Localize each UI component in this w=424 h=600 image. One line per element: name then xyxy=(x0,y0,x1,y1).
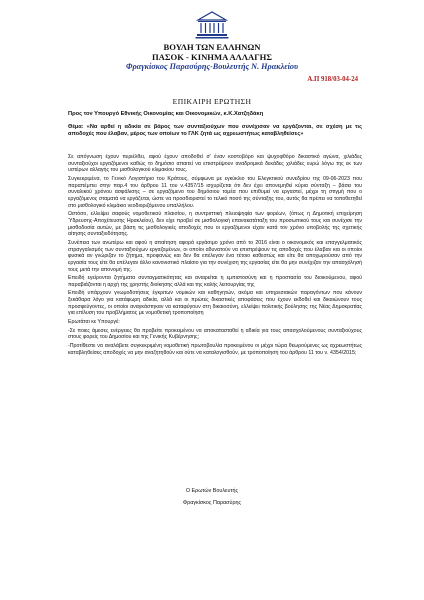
signature-role: Ο Ερωτών Βουλευτής xyxy=(185,488,239,494)
party-name: ΠΑΣΟΚ - ΚΙΝΗΜΑ ΑΛΛΑΓΗΣ xyxy=(152,52,272,62)
question-item: -Σε ποιες άμεσες ενέργειες θα προβείτε προκειμένου να αποκατασταθεί η αδικία για τους απασχολούμενους συνταξιούχους στους φορείς του Δημοσίου και της Γενικής Κυβέρνησης; xyxy=(68,327,362,341)
subject-line: Θέμα: «Να αρθεί η αδικία σε βάρος των συνταξιούχων που συνέχισαν να εργάζονται, σε σχέση με τις αποδοχές που έλαβαν, μέρος των οποίων το ΓΛΚ ζητά ως αχρεωστήτως καταβληθείσες» xyxy=(68,124,362,138)
body-paragraph: Συνέπεια των ανωτέρω και αφού η απαίτηση αφορά εργάσιμο χρόνο από το 2016 είναι ο οικονομικός και επαγγελματικός στραγγαλισμός των συνταξιούχων εργαζομένων, οι οποίοι αδυνατούν να επιστρέψουν τις αποδοχές που έλαβαν και οι οποίοι φυσικά αν γνώριζαν το ζήτημα, προφανώς και δεν θα επέλεγαν ένα τέτοιο καθεστώς και είτε θα αποχωρούσαν από την εργασία τους είτε θα επέλεγαν άλλο κανονιστικό πλαίσιο για την συνέχιση της εργασίας είτε θα μην συνέχιζαν την απασχόλησή τους μετά την απονομή της. xyxy=(68,239,362,273)
parliament-name: ΒΟΥΛΗ ΤΩΝ ΕΛΛΗΝΩΝ xyxy=(163,42,261,52)
document-body xyxy=(68,154,362,358)
protocol-reference: Α.Π 918/03-04-24 xyxy=(307,76,358,83)
body-paragraph: Επειδή εγείρονται ζητήματα συνταγματικότητας και αναιρείται η εμπιστοσύνη και η προστασία του διοικούμενου, αφού παραβιάζονται η αρχή της χρηστής διοίκησης αλλά και της καλής λειτουργίας της xyxy=(68,275,362,288)
question-item: -Προτίθεστε να αναλάβετε συγκεκριμένη νομοθετική πρωτοβουλία προκειμένου οι μέχρι τώρα θεωρούμενες ως αχρεωστήτως καταβληθείσες αποδοχές να μην αναζητηθούν και ούτε να καταλογισθούν, με τροποποίηση του άρθρου 11 του ν. 4354/2015; xyxy=(68,343,362,356)
body-paragraph: Σε απόγνωση έχουν περιέλθει, αφού έχουν αποδοθεί σ' έναν κοστοβόρο και ψυχοφθόρο δικαστικό αγώνα, χιλιάδες συνταξιούχοι εργαζόμενοι καθώς το δημόσιο απαιτεί να επιστρέψουν αναδρομικά δεκάδες χιλιάδες ευρώ λόγω της εκ των υστέρων αλλαγής του μισθολογικού κλιμακίου τους. xyxy=(68,154,362,174)
body-paragraph: Επειδή υπάρχουν γνωμοδοτήσεις έγκριτων νομικών και καθηγητών, ακόμα και υπηρεσιακών παραγόντων που κάνουν ξεκάθαρα λόγο για κατάφωρη αδικία, αλλά και οι πρώτες δικαστικές αποφάσεις που έχουν εκδοθεί και δικαιώνουν τους προσφεύγοντες, οι οποίοι αναγκάστηκαν να καταφύγουν στη δικαιοσύνη, ελλείψει πολιτικής βούλησης της Νέας Δημοκρατίας για επίλυση του προβλήματος με νομοθετική τροποποίηση xyxy=(68,290,362,317)
mp-name: Φραγκίσκος Παρασύρης-Βουλευτής Ν. Ηρακλείου xyxy=(126,62,298,71)
addressee: Προς τον Υπουργό Εθνικής Οικονομίας και Οικονομικών, κ.Κ.Χατζηδάκη xyxy=(68,111,264,117)
document-title: ΕΠΙΚΑΙΡΗ ΕΡΩΤΗΣΗ xyxy=(172,97,252,106)
body-paragraph: Ωστόσο, ελλείψει σαφούς νομοθετικού πλαισίου, η συντριπτική πλειοψηφία των φορέων, (όπως η Δημοτική επιχείρηση Ύδρευσης-Αποχέτευσης Ηρακλείου), δεν είχε προβεί σε μισθολογική επανακατάταξη του προσωπικού τους και συνέχισε την μισθοδοσία αυτών, με βάση τις μισθολογικές αποδοχές που οι εργαζόμενοι είχαν κατά τον χρόνο υποβολής της σχετικής αίτησης συνταξιοδότησης. xyxy=(68,211,362,238)
parliament-building-icon xyxy=(195,10,229,40)
question-intro: Ερωτάται κε Υπουργέ: xyxy=(68,319,120,326)
signature-name: Φραγκίσκος Παρασύρης xyxy=(182,500,242,506)
body-paragraph: Συγκεκριμένα, το Γενικό Λογιστήριο του Κράτους, σύμφωνα με εγκύκλιο του Ελεγκτικού συνεδρίου της 09-06-2023 που παραπέμπει στην παρ.4 του άρθρου 11 του ν.4357/15 ισχυρίζεται ότι δεν έχει απονεμηθεί κύρια σύνταξη – βάσει του συναλικού χρόνου ασφάλισης – σε εργαζόμενο του δημόσιου τομέα που επιθυμεί να εργαστεί, μέχρι τη στιγμή που ο εργαζόμενος σταματά να εργάζεται, ώστε να προσδιοριστεί το τελικό ποσό της σύνταξης του, αυτός θα πρέπει να τοποθετηθεί στο μισθολογικό κλιμάκιο νεοδιοριζόμενου υπαλλήλου. xyxy=(68,175,362,209)
